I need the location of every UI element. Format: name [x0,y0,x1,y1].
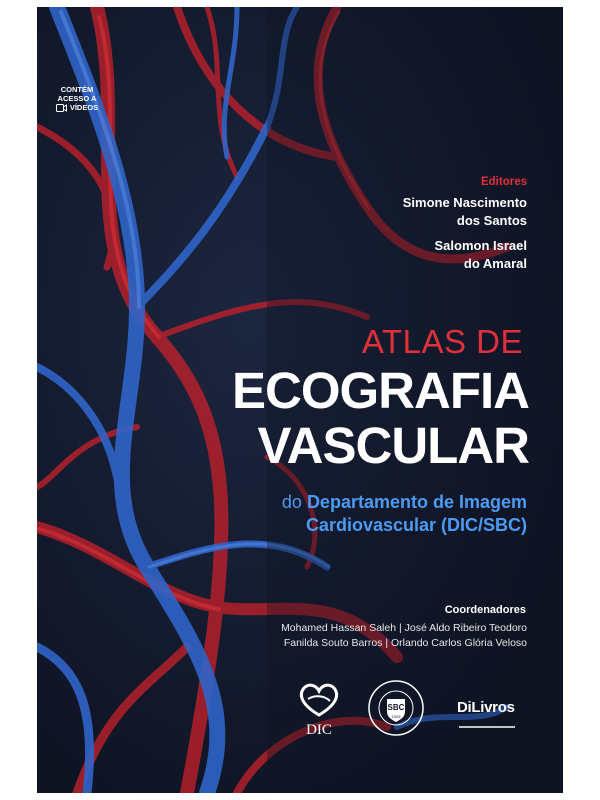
publisher-logo [457,699,537,769]
dic-logo-text: DIC [306,722,332,738]
editor-2-line2: do Amaral [463,256,527,271]
editor-1-line1: Simone Nascimento [402,195,527,210]
sbc-seal [367,679,425,749]
coordinators-line2: Fanilda Souto Barros | Orlando Carlos Glória Veloso [283,637,527,649]
book-cover [37,7,563,793]
heart-logo-icon [294,679,344,719]
sbc-seal-graphic [367,679,425,737]
svg-text:1943: 1943 [391,714,401,719]
badge-line2: ACESSO A [57,94,97,103]
title-line2: VASCULAR [257,417,529,474]
publisher-name: DiLivros [457,699,515,716]
coordinators-line1: Mohamed Hassan Saleh | José Aldo Ribeiro Teodoro [281,622,527,634]
video-access-badge [52,85,102,112]
department-line1: Departamento de Imagem [306,492,527,512]
department-line2: Cardiovascular (DIC/SBC) [305,515,527,535]
svg-text:SBC: SBC [387,703,405,712]
coordinators-label: Coordenadores [444,604,526,616]
editor-2-line1: Salomon Israel [434,238,527,253]
editors-label: Editores [480,176,527,188]
video-camera-icon [56,104,67,112]
title-atlas: ATLAS DE [361,323,523,360]
dic-logo [294,679,344,749]
editor-1-line2: dos Santos [456,213,527,228]
editor-2 [435,237,527,273]
department-subtitle [282,491,527,537]
publisher-underline-icon [457,723,517,729]
editor-1 [403,194,527,230]
title-line1: ECOGRAFIA [232,362,529,419]
badge-line1: CONTÉM [60,85,94,94]
badge-line3: VÍDEOS [69,103,99,112]
department-prefix: do [281,492,302,512]
